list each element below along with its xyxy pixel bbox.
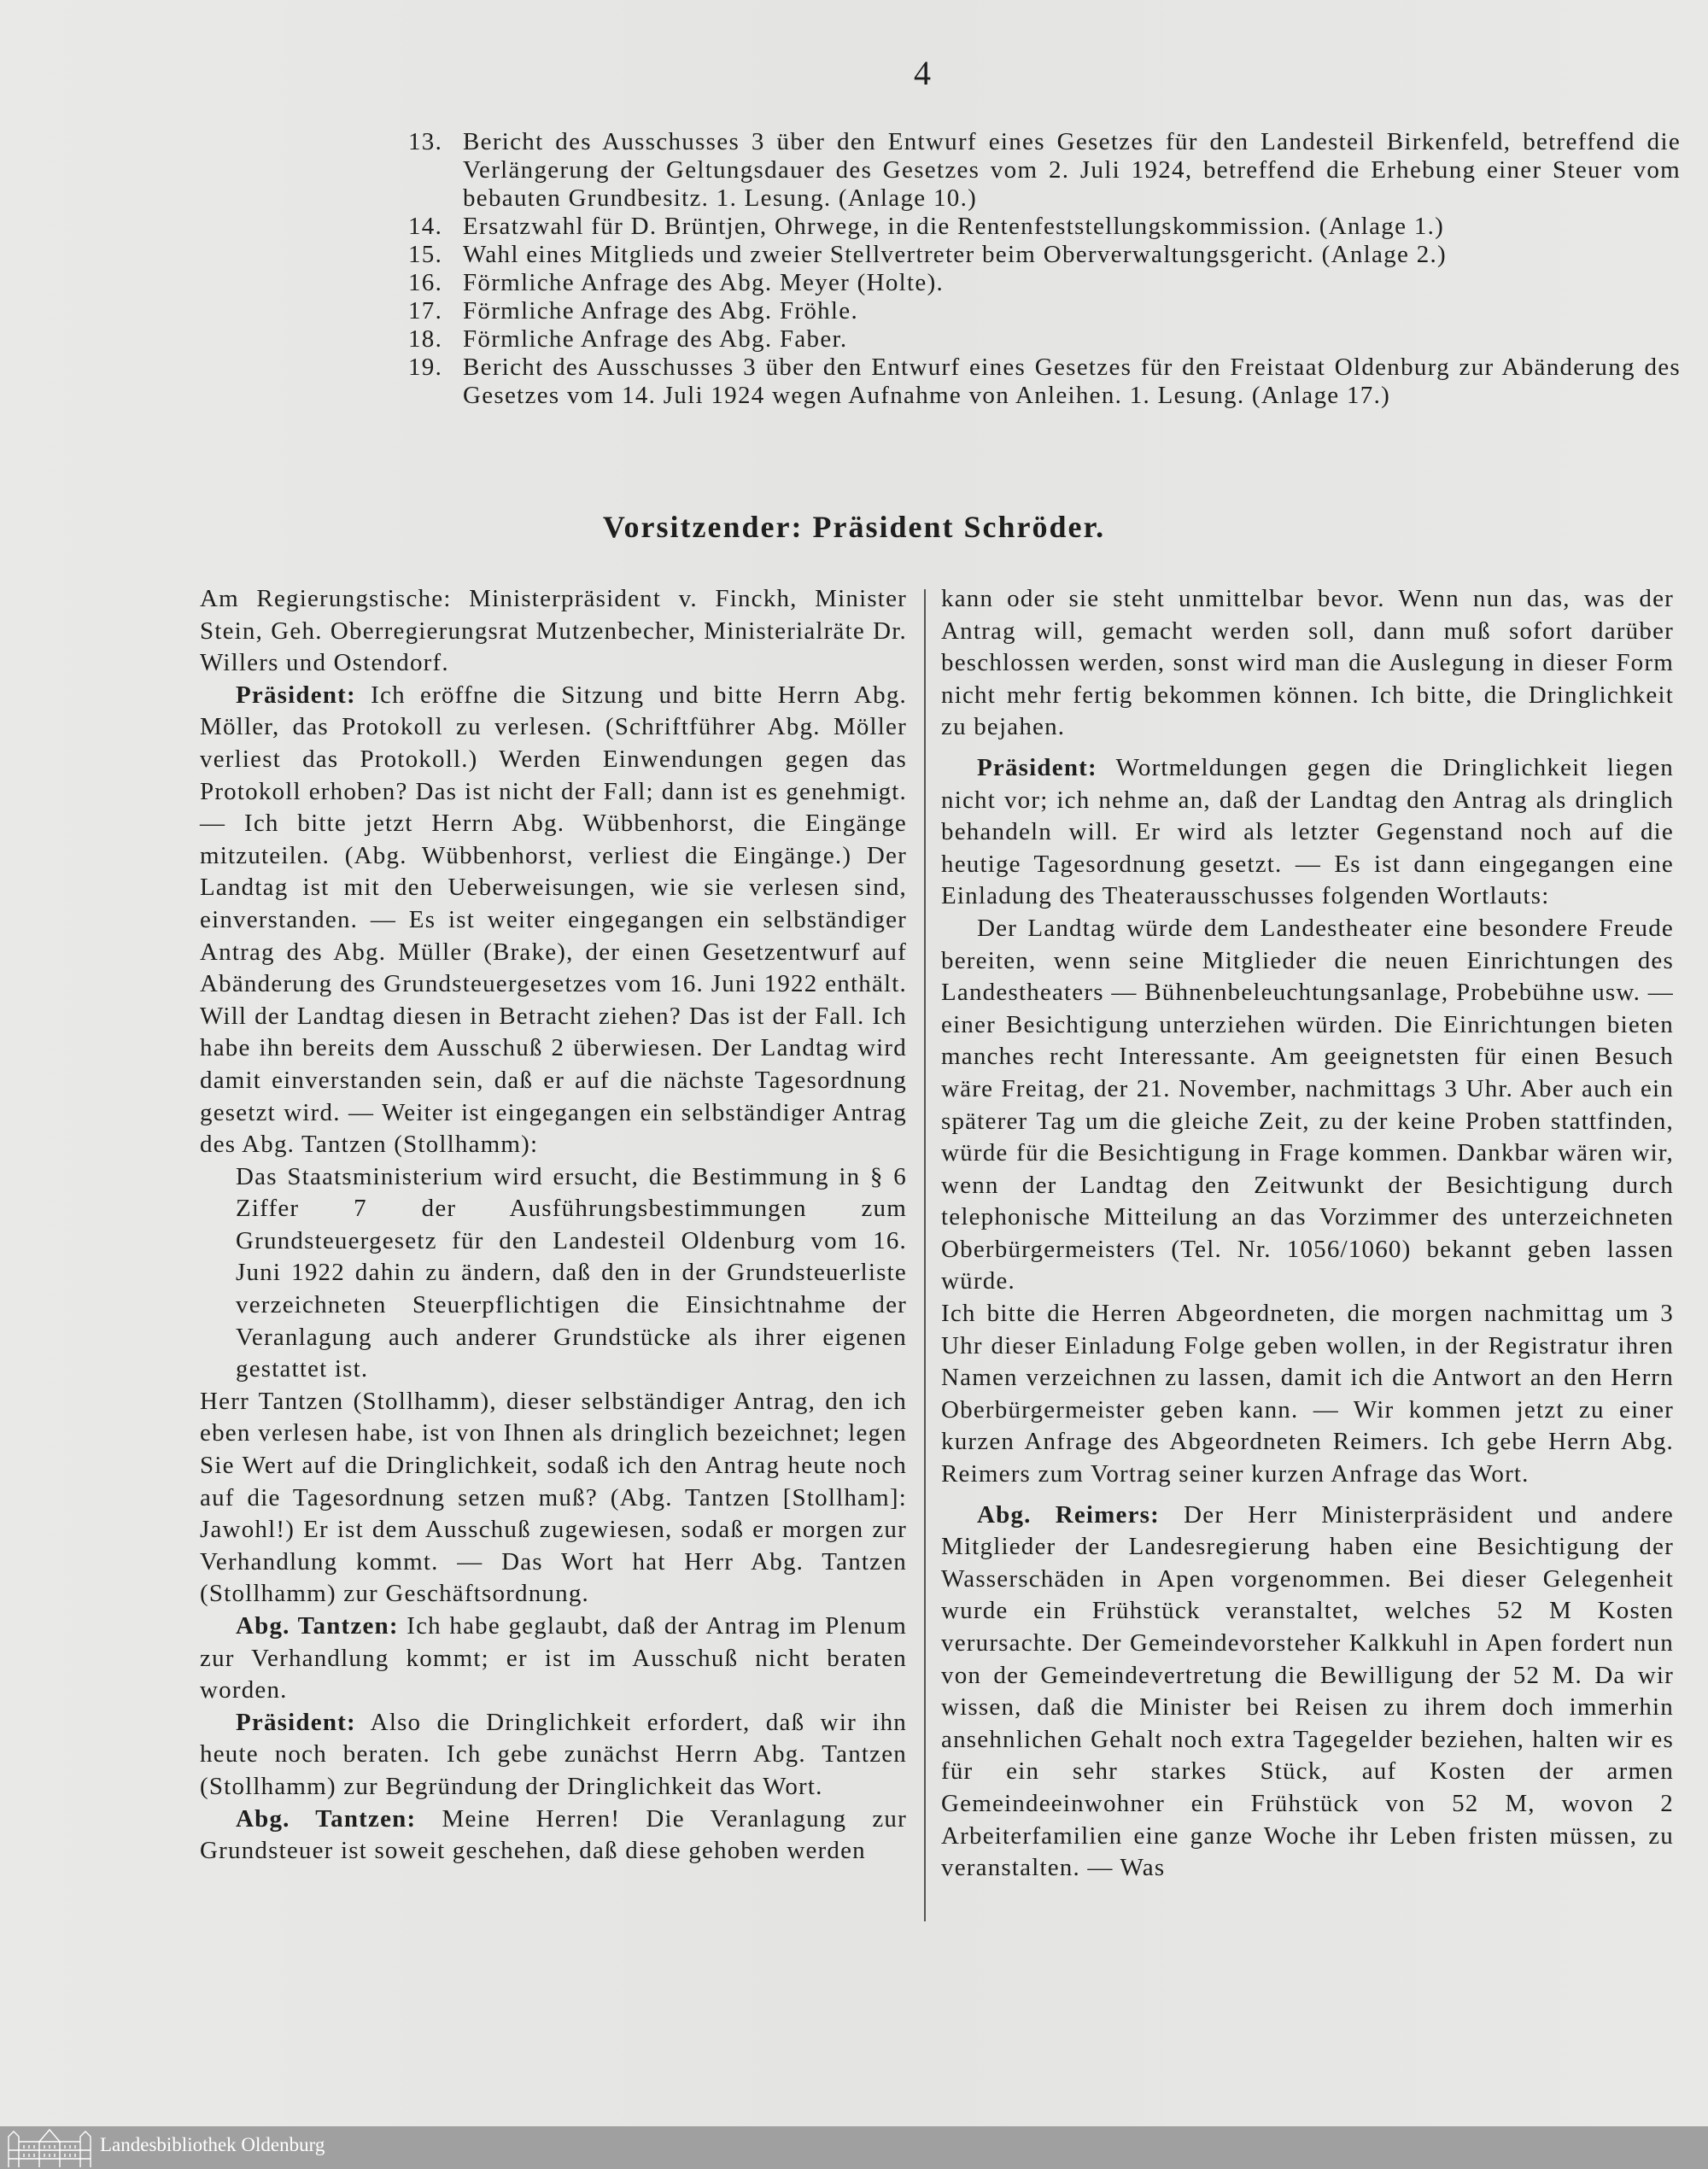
quoted-invitation (941, 913, 1674, 1298)
paragraph-text: Am Regierungstische: Ministerpräsident v. Finckh, Minister Stein, Geh. Oberregierungsrat Mutzenbecher, Ministerialräte Dr. Willers und Ostendorf. (200, 585, 907, 677)
agenda-number: 16. (408, 269, 443, 296)
paragraph (941, 752, 1674, 913)
agenda-number: 19. (408, 354, 443, 381)
library-footer-bar (0, 2126, 1708, 2169)
paragraph (200, 1707, 907, 1804)
paragraph-text: Das Staatsministerium wird ersucht, die Bestimmung in § 6 Ziffer 7 der Ausführungsbestimmungen zum Grundsteuergesetz für den Landesteil Oldenburg vom 16. Juni 1922 dahin zu ändern, daß den in der Grundsteuerliste verzeichneten Steuerpflichtigen die Einsichtnahme der Veranlagung auch anderer Grundstücke als ihrer eigenen gestattet ist. (236, 1162, 907, 1383)
paragraph-text: Also die Dringlichkeit erfordert, daß wir ihn heute noch beraten. Ich gebe zunächst Herrn Abg. Tantzen (Stollhamm) zur Begründung der Dringlichkeit das Wort. (200, 1708, 907, 1800)
agenda-text: Bericht des Ausschusses 3 über den Entwurf eines Gesetzes für den Landesteil Birkenfeld, betreffend die Verlängerung der Geltungsdauer des Gesetzes vom 2. Juli 1924, betreffend die Erhebung einer Steuer vom bebauten Grundbesitz. 1. Lesung. (Anlage 10.) (463, 128, 1681, 212)
left-column (200, 583, 907, 1868)
agenda-text: Bericht des Ausschusses 3 über den Entwurf eines Gesetzes für den Freistaat Oldenburg zur Abänderung des Gesetzes vom 14. Juli 1924 wegen Aufnahme von Anleihen. 1. Lesung. (Anlage 17.) (463, 354, 1681, 409)
paragraph (941, 1500, 1674, 1885)
agenda-item (408, 325, 1681, 354)
speaker: Präsident: (236, 681, 356, 709)
paragraph-text: Ich habe geglaubt, daß der Antrag im Plenum zur Verhandlung kommt; er ist im Ausschuß nicht beraten worden. (200, 1612, 907, 1704)
paragraph-text: Wortmeldungen gegen die Dringlichkeit liegen nicht vor; ich nehme an, daß der Landtag den Antrag als dringlich behandeln will. Er wird als letzter Gegenstand noch auf die heutige Tagesordnung gesetzt. — Es ist dann eingegangen eine Einladung des Theaterausschusses folgenden Wortlauts: (941, 753, 1674, 910)
library-name: Landesbibliothek Oldenburg (100, 2134, 325, 2155)
session-heading: Vorsitzender: Präsident Schröder. (602, 510, 1106, 544)
agenda-number: 14. (408, 213, 443, 240)
page-number: 4 (914, 54, 931, 92)
agenda-item (408, 128, 1681, 213)
agenda-item (408, 354, 1681, 410)
quoted-motion (200, 1161, 907, 1386)
library-building-logo-icon (7, 2128, 92, 2167)
agenda-text: Förmliche Anfrage des Abg. Fröhle. (463, 297, 859, 324)
speaker: Abg. Tantzen: (236, 1804, 417, 1833)
paragraph-text: Herr Tantzen (Stollhamm), dieser selbständiger Antrag, den ich eben verlesen habe, ist von Ihnen als dringlich bezeichnet; legen Sie Wert auf die Dringlichkeit, sodaß ich den Antrag heute noch auf die Tagesordnung setzen muß? (Abg. Tantzen [Stollham]: Jawohl!) Er ist dem Ausschuß zugewiesen, sodaß er morgen zur Verhandlung kommt. — Das Wort hat Herr Abg. Tantzen (Stollhamm) zur Geschäftsordnung. (200, 1387, 907, 1608)
paragraph (200, 1611, 907, 1707)
agenda-text: Förmliche Anfrage des Abg. Faber. (463, 325, 848, 353)
agenda-item (408, 241, 1681, 269)
speaker: Präsident: (977, 753, 1097, 781)
paragraph-text: Der Landtag würde dem Landestheater eine besondere Freude bereiten, wenn seine Mitglieder die neuen Einrichtungen des Landestheaters — Bühnenbeleuchtungsanlage, Probebühne usw. — einer Besichtigung unterziehen würden. Die Einrichtungen bieten manches recht Interessante. Am geeignetsten für einen Besuch wäre Freitag, der 21. November, nachmittags 3 Uhr. Aber auch ein späterer Tag um die gleiche Zeit, zu der keine Proben stattfinden, würde für die Besichtigung in Frage kommen. Dankbar wären wir, wenn der Landtag den Zeitwunkt der Besichtigung durch telephonische Mitteilung an das Vorzimmer des unterzeichneten Oberbürgermeisters (Tel. Nr. 1056/1060) bekannt geben lassen würde. (941, 914, 1674, 1295)
paragraph (200, 680, 907, 1161)
agenda-item (408, 297, 1681, 325)
agenda-number: 18. (408, 325, 443, 353)
paragraph-text: Ich bitte die Herren Abgeordneten, die morgen nachmittag um 3 Uhr dieser Einladung Folge geben wollen, in der Registratur ihren Namen verzeichnen zu lassen, damit ich die Antwort an den Herrn Oberbürgermeister geben kann. — Wir kommen jetzt zu einer kurzen Anfrage des Abgeordneten Reimers. Ich gebe Herrn Abg. Reimers zum Vortrag seiner kurzen Anfrage das Wort. (941, 1300, 1674, 1488)
agenda-number: 15. (408, 241, 443, 268)
agenda-item (408, 269, 1681, 297)
agenda-text: Wahl eines Mitglieds und zweier Stellvertreter beim Oberverwaltungsgericht. (Anlage 2.) (463, 241, 1448, 268)
paragraph (941, 1298, 1674, 1491)
agenda-list (408, 128, 1681, 410)
agenda-text: Ersatzwahl für D. Brüntjen, Ohrwege, in die Rentenfeststellungskommission. (Anlage 1.) (463, 213, 1445, 240)
speaker: Abg. Tantzen: (236, 1612, 399, 1640)
paragraph (200, 1386, 907, 1611)
paragraph (941, 583, 1674, 744)
agenda-number: 13. (408, 128, 443, 155)
speaker: Abg. Reimers: (977, 1500, 1161, 1529)
agenda-text: Förmliche Anfrage des Abg. Meyer (Holte). (463, 269, 945, 296)
agenda-number: 17. (408, 297, 443, 324)
paragraph-text: Ich eröffne die Sitzung und bitte Herrn Abg. Möller, das Protokoll zu verlesen. (Schriftführer Abg. Möller verliest das Protokoll.) Werden Einwendungen gegen das Protokoll erhoben? Das ist nicht der Fall; dann ist es genehmigt. — Ich bitte jetzt Herrn Abg. Wübbenhorst, die Eingänge mitzuteilen. (Abg. Wübbenhorst, verliest die Eingänge.) Der Landtag ist mit den Ueberweisungen, wie sie verlesen sind, einverstanden. — Es ist weiter eingegangen ein selbständiger Antrag des Abg. Müller (Brake), der einen Gesetzentwurf auf Abänderung des Grundsteuergesetzes vom 16. Juni 1922 enthält. Will der Landtag diesen in Betracht ziehen? Das ist der Fall. Ich habe ihn bereits dem Ausschuß 2 überwiesen. Der Landtag wird damit einverstanden sein, daß er auf die nächste Tagesordnung gesetzt wird. — Weiter ist eingegangen ein selbständiger Antrag des Abg. Tantzen (Stollhamm): (200, 681, 907, 1159)
paragraph (200, 1804, 907, 1868)
speaker: Präsident: (236, 1708, 356, 1736)
paragraph-text: Meine Herren! Die Veranlagung zur Grundsteuer ist soweit geschehen, daß diese gehoben werden (200, 1804, 907, 1865)
column-divider (924, 589, 926, 1921)
paragraph-text: Der Herr Ministerpräsident und andere Mitglieder der Landesregierung haben eine Besichtigung der Wasserschäden in Apen vorgenommen. Bei dieser Gelegenheit wurde ein Frühstück veranstaltet, welches 52 M Kosten verursachte. Der Gemeindevorsteher Kalkkuhl in Apen fordert nun von der Gemeindevertretung die Bewilligung der 52 M. Da wir wissen, daß die Minister bei Reisen zu ihrem doch immerhin ansehnlichen Gehalt noch extra Tagegelder beziehen, halten wir es für ein sehr starkes Stück, auf Kosten der armen Gemeindeeinwohner ein Frühstück von 52 M, wovon 2 Arbeiterfamilien eine ganze Woche ihr Leben fristen müssen, zu veranstalten. — Was (941, 1500, 1675, 1882)
right-column (941, 583, 1674, 1885)
agenda-item (408, 213, 1681, 241)
paragraph (200, 583, 907, 680)
paragraph-text: kann oder sie steht unmittelbar bevor. Wenn nun das, was der Antrag will, gemacht werden soll, dann muß sofort darüber beschlossen werden, sonst wird man die Auslegung in dieser Form nicht mehr fertig bekommen können. Ich bitte, die Dringlichkeit zu bejahen. (941, 585, 1674, 741)
